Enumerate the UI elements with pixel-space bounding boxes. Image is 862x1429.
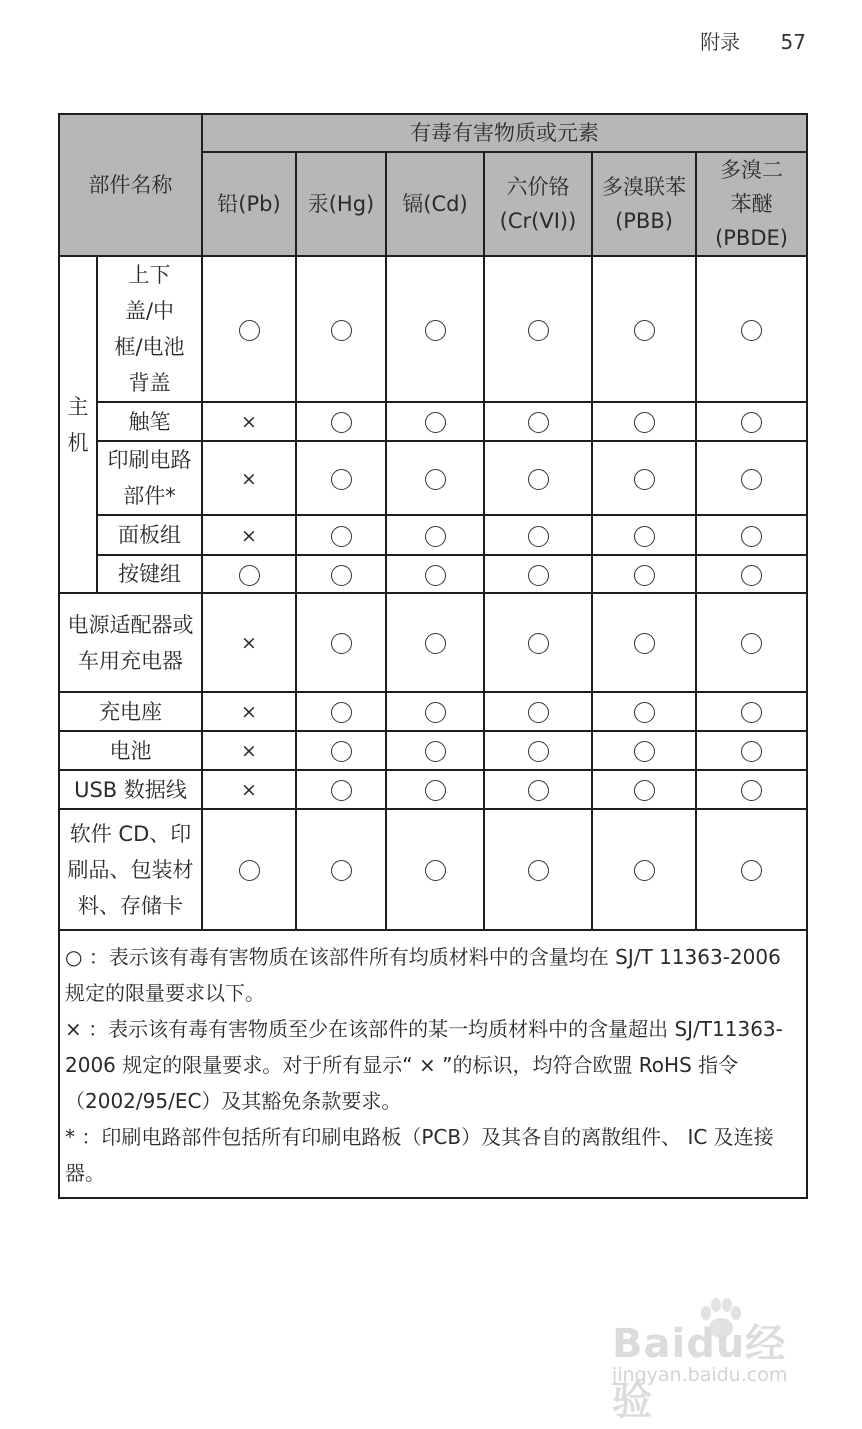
mark-cell xyxy=(386,555,484,593)
mark-cell xyxy=(484,809,592,930)
hazardous-substance-table xyxy=(58,113,808,1199)
mark-cell xyxy=(592,256,696,402)
mark-cell xyxy=(296,692,386,731)
group-header: 有毒有害物质或元素 xyxy=(202,114,807,152)
circle-mark-icon xyxy=(331,412,352,433)
mark-cell xyxy=(592,555,696,593)
mark-cell xyxy=(386,731,484,770)
mark-cell xyxy=(484,402,592,441)
circle-mark-icon xyxy=(634,412,655,433)
section-title: 附录 xyxy=(700,30,741,54)
mark-cell xyxy=(696,256,807,402)
mark-cell xyxy=(696,593,807,692)
circle-mark-icon xyxy=(239,320,260,341)
substance-column-header: 六价铬 (Cr(VI)) xyxy=(484,152,592,256)
table-row xyxy=(59,809,807,930)
mark-cell xyxy=(296,555,386,593)
substance-column-header: 多溴二 苯醚 (PBDE) xyxy=(696,152,807,256)
cross-mark: × xyxy=(241,632,257,654)
mark-cell xyxy=(592,515,696,555)
circle-mark-icon xyxy=(331,633,352,654)
mark-cell xyxy=(202,731,296,770)
page-header xyxy=(700,26,806,55)
part-name: 电池 xyxy=(59,731,202,770)
circle-mark-icon xyxy=(528,741,549,762)
mark-cell xyxy=(696,555,807,593)
part-name: 印刷电路 部件* xyxy=(97,441,202,515)
circle-mark-icon xyxy=(741,780,762,801)
circle-mark-icon xyxy=(331,741,352,762)
table-row xyxy=(59,555,807,593)
table-row xyxy=(59,256,807,402)
table-row xyxy=(59,593,807,692)
circle-mark-icon xyxy=(741,860,762,881)
table-row xyxy=(59,731,807,770)
circle-mark-icon xyxy=(741,565,762,586)
circle-mark-icon xyxy=(425,741,446,762)
mark-cell xyxy=(592,692,696,731)
circle-mark-icon xyxy=(331,320,352,341)
mark-cell xyxy=(386,402,484,441)
mark-cell xyxy=(592,731,696,770)
cross-mark: × xyxy=(241,740,257,762)
circle-mark-icon xyxy=(528,780,549,801)
mark-cell xyxy=(484,692,592,731)
mark-cell xyxy=(202,770,296,809)
circle-mark-icon xyxy=(528,860,549,881)
cross-mark: × xyxy=(241,779,257,801)
circle-mark-icon xyxy=(528,469,549,490)
mark-cell xyxy=(386,256,484,402)
mark-cell xyxy=(592,770,696,809)
mark-cell xyxy=(386,692,484,731)
mark-cell xyxy=(202,809,296,930)
mark-cell xyxy=(386,770,484,809)
circle-mark-icon xyxy=(425,320,446,341)
circle-mark-icon xyxy=(741,526,762,547)
mark-cell xyxy=(696,809,807,930)
circle-mark-icon xyxy=(634,860,655,881)
circle-mark-icon xyxy=(425,633,446,654)
mark-cell xyxy=(484,555,592,593)
circle-mark-icon xyxy=(239,860,260,881)
mark-cell xyxy=(296,809,386,930)
watermark-logo: Baidu经验 xyxy=(612,1321,787,1424)
mark-cell xyxy=(296,770,386,809)
mark-cell xyxy=(202,692,296,731)
circle-mark-icon xyxy=(741,633,762,654)
circle-mark-icon xyxy=(528,412,549,433)
mark-cell xyxy=(296,593,386,692)
legend-note: × ：表示该有毒有害物质至少在该部件的某一均质材料中的含量超出 SJ/T11363-2006 规定的限量要求。对于所有显示“ × ”的标识，均符合欧盟 RoHS 指令（2002/95/EC）及其豁免条款要求。 xyxy=(65,1017,783,1113)
host-group-label: 主 机 xyxy=(59,256,97,593)
mark-cell xyxy=(202,593,296,692)
substance-column-header: 镉(Cd) xyxy=(386,152,484,256)
circle-mark-icon xyxy=(425,469,446,490)
mark-cell xyxy=(484,256,592,402)
legend-note: * ：印刷电路部件包括所有印刷电路板（PCB）及其各自的离散组件、 IC 及连接器。 xyxy=(65,1125,774,1185)
circle-mark-icon xyxy=(425,565,446,586)
part-name: USB 数据线 xyxy=(59,770,202,809)
mark-cell xyxy=(386,515,484,555)
mark-cell xyxy=(696,770,807,809)
circle-mark-icon xyxy=(528,633,549,654)
mark-cell xyxy=(592,441,696,515)
mark-cell xyxy=(386,809,484,930)
part-name: 上下 盖/中 框/电池 背盖 xyxy=(97,256,202,402)
mark-cell xyxy=(696,731,807,770)
legend-notes xyxy=(59,930,807,1198)
mark-cell xyxy=(484,441,592,515)
circle-mark-icon xyxy=(331,860,352,881)
circle-mark-icon xyxy=(528,320,549,341)
circle-mark-icon xyxy=(741,469,762,490)
substance-column-header: 汞(Hg) xyxy=(296,152,386,256)
circle-mark-icon xyxy=(425,860,446,881)
circle-mark-icon xyxy=(634,741,655,762)
circle-mark-icon xyxy=(741,741,762,762)
circle-mark-icon xyxy=(239,565,260,586)
table-row xyxy=(59,770,807,809)
legend-note: ○ ：表示该有毒有害物质在该部件所有均质材料中的含量均在 SJ/T 11363-2006 规定的限量要求以下。 xyxy=(65,945,781,1005)
part-name: 触笔 xyxy=(97,402,202,441)
circle-mark-icon xyxy=(331,565,352,586)
mark-cell xyxy=(202,555,296,593)
circle-mark-icon xyxy=(741,320,762,341)
table-row xyxy=(59,441,807,515)
mark-cell xyxy=(696,402,807,441)
circle-mark-icon xyxy=(741,702,762,723)
mark-cell xyxy=(592,593,696,692)
part-name: 按键组 xyxy=(97,555,202,593)
mark-cell xyxy=(592,402,696,441)
circle-mark-icon xyxy=(634,469,655,490)
mark-cell xyxy=(296,515,386,555)
circle-mark-icon xyxy=(331,780,352,801)
circle-mark-icon xyxy=(528,702,549,723)
mark-cell xyxy=(484,515,592,555)
circle-mark-icon xyxy=(634,633,655,654)
circle-mark-icon xyxy=(425,526,446,547)
watermark-url: jingyan.baidu.com xyxy=(612,1364,788,1386)
mark-cell xyxy=(484,770,592,809)
mark-cell xyxy=(202,441,296,515)
baidu-watermark xyxy=(612,1298,812,1424)
mark-cell xyxy=(202,256,296,402)
part-name: 电源适配器或 车用充电器 xyxy=(59,593,202,692)
mark-cell xyxy=(296,441,386,515)
circle-mark-icon xyxy=(634,565,655,586)
circle-mark-icon xyxy=(741,412,762,433)
part-name: 软件 CD、印 刷品、包装材 料、存储卡 xyxy=(59,809,202,930)
circle-mark-icon xyxy=(634,702,655,723)
mark-cell xyxy=(296,402,386,441)
cross-mark: × xyxy=(241,467,257,490)
corner-header: 部件名称 xyxy=(59,114,202,256)
mark-cell xyxy=(386,593,484,692)
mark-cell xyxy=(592,809,696,930)
circle-mark-icon xyxy=(331,526,352,547)
table-row xyxy=(59,402,807,441)
mark-cell xyxy=(202,515,296,555)
substance-column-header: 多溴联苯 (PBB) xyxy=(592,152,696,256)
circle-mark-icon xyxy=(425,702,446,723)
table-row xyxy=(59,515,807,555)
mark-cell xyxy=(202,402,296,441)
mark-cell xyxy=(696,441,807,515)
circle-mark-icon xyxy=(634,320,655,341)
circle-mark-icon xyxy=(528,565,549,586)
substance-column-header: 铅(Pb) xyxy=(202,152,296,256)
cross-mark: × xyxy=(241,701,257,723)
part-name: 面板组 xyxy=(97,515,202,555)
mark-cell xyxy=(696,515,807,555)
mark-cell xyxy=(484,593,592,692)
mark-cell xyxy=(696,692,807,731)
circle-mark-icon xyxy=(425,412,446,433)
page-number: 57 xyxy=(780,30,806,54)
circle-mark-icon xyxy=(425,780,446,801)
mark-cell xyxy=(296,256,386,402)
mark-cell xyxy=(386,441,484,515)
circle-mark-icon xyxy=(331,702,352,723)
circle-mark-icon xyxy=(634,526,655,547)
table-row xyxy=(59,692,807,731)
circle-mark-icon xyxy=(528,526,549,547)
cross-mark: × xyxy=(241,524,257,547)
part-name: 充电座 xyxy=(59,692,202,731)
circle-mark-icon xyxy=(634,780,655,801)
cross-mark: × xyxy=(241,411,257,433)
mark-cell xyxy=(296,731,386,770)
circle-mark-icon xyxy=(331,469,352,490)
mark-cell xyxy=(484,731,592,770)
